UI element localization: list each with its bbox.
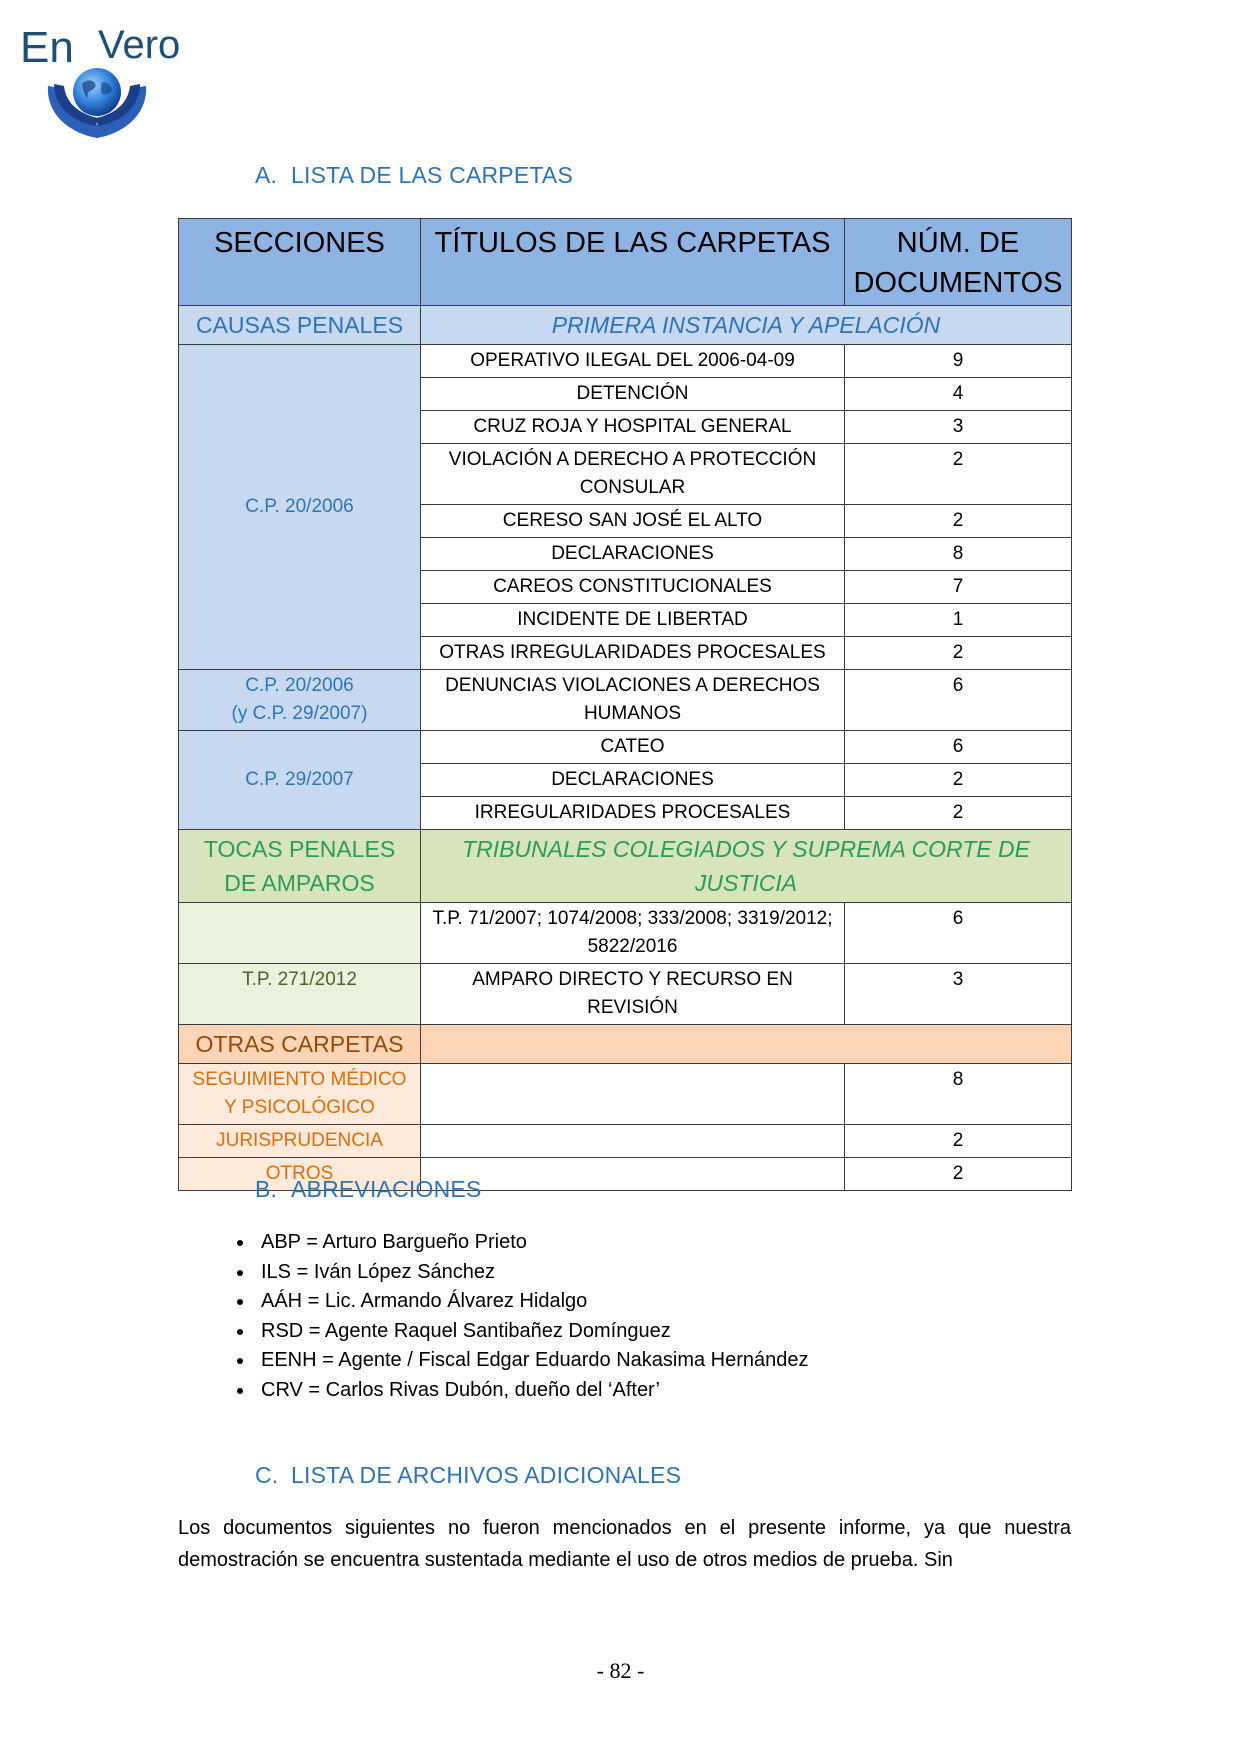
folder-title [421, 1064, 845, 1125]
section-b-number: B. [255, 1176, 278, 1202]
table-row [179, 731, 1072, 764]
folder-count: 2 [845, 444, 1072, 505]
table-row [179, 345, 1072, 378]
otras-carpetas-subtitle [421, 1025, 1072, 1064]
folder-title: IRREGULARIDADES PROCESALES [421, 797, 845, 830]
tocas-section-cell [179, 903, 421, 964]
tocas-penales-row [179, 830, 1072, 903]
folder-count: 6 [845, 731, 1072, 764]
otras-section-cell: SEGUIMIENTO MÉDICO Y PSICOLÓGICO [179, 1064, 421, 1125]
otras-carpetas-label: OTRAS CARPETAS [179, 1025, 421, 1064]
folder-count: 7 [845, 571, 1072, 604]
folder-title: DENUNCIAS VIOLACIONES A DERECHOS HUMANOS [421, 670, 845, 731]
section-b-title: ABREVIACIONES [291, 1176, 482, 1202]
folder-title: OTRAS IRREGULARIDADES PROCESALES [421, 637, 845, 670]
list-item: • ILS = Iván López Sánchez [255, 1258, 809, 1288]
section-c-paragraph: Los documentos siguientes no fueron mencionados en el presente informe, ya que nuestra demostración se encuentra sustentada mediante el uso de otros medios de prueba. Sin [178, 1517, 1071, 1571]
causas-penales-label: CAUSAS PENALES [179, 306, 421, 345]
folder-title: VIOLACIÓN A DERECHO A PROTECCIÓN CONSULAR [421, 444, 845, 505]
folder-count: 8 [845, 1064, 1072, 1125]
folder-count: 2 [845, 797, 1072, 830]
folder-title: CAREOS CONSTITUCIONALES [421, 571, 845, 604]
folder-title: INCIDENTE DE LIBERTAD [421, 604, 845, 637]
header-titulos: TÍTULOS DE LAS CARPETAS [421, 219, 845, 306]
table-row [179, 1064, 1072, 1125]
list-item: • AÁH = Lic. Armando Álvarez Hidalgo [255, 1287, 809, 1317]
folder-title: DECLARACIONES [421, 538, 845, 571]
logo-text-en: En [20, 23, 74, 72]
folder-title: T.P. 71/2007; 1074/2008; 333/2008; 3319/2012; 5822/2016 [421, 903, 845, 964]
list-item: • ABP = Arturo Bargueño Prieto [255, 1228, 809, 1258]
tocas-penales-label: TOCAS PENALES DE AMPAROS [179, 830, 421, 903]
folder-count: 2 [845, 1125, 1072, 1158]
table-row [179, 1125, 1072, 1158]
otras-section-cell: OTROS [179, 1158, 421, 1191]
section-a-title: LISTA DE LAS CARPETAS [291, 162, 573, 188]
section-a-heading [255, 162, 573, 189]
folder-title: OPERATIVO ILEGAL DEL 2006-04-09 [421, 345, 845, 378]
table-row [179, 964, 1072, 1025]
envero-logo [20, 18, 200, 148]
otras-carpetas-row [179, 1025, 1072, 1064]
group-cp-29-2007: C.P. 29/2007 [179, 731, 421, 830]
tocas-section-cell: T.P. 271/2012 [179, 964, 421, 1025]
folder-count: 8 [845, 538, 1072, 571]
folder-count: 2 [845, 505, 1072, 538]
folder-title: CRUZ ROJA Y HOSPITAL GENERAL [421, 411, 845, 444]
folder-count: 6 [845, 670, 1072, 731]
otras-section-cell: JURISPRUDENCIA [179, 1125, 421, 1158]
section-b-heading [255, 1176, 482, 1203]
carpetas-table [178, 218, 1072, 1191]
group2-line1: C.P. 20/2006 [245, 675, 354, 696]
section-c-heading [255, 1462, 681, 1489]
header-num-documentos: NÚM. DE DOCUMENTOS [845, 219, 1072, 306]
logo-text-vero: Vero [98, 23, 181, 67]
folder-title [421, 1125, 845, 1158]
folder-title: CATEO [421, 731, 845, 764]
folder-count: 6 [845, 903, 1072, 964]
table-header-row [179, 219, 1072, 306]
list-item: • RSD = Agente Raquel Santibañez Domínguez [255, 1317, 809, 1347]
tocas-penales-subtitle: TRIBUNALES COLEGIADOS Y SUPREMA CORTE DE JUSTICIA [421, 830, 1072, 903]
table-row [179, 670, 1072, 731]
page-number: - 82 - [596, 1658, 645, 1683]
folder-count: 4 [845, 378, 1072, 411]
causas-penales-row [179, 306, 1072, 345]
folder-title: AMPARO DIRECTO Y RECURSO EN REVISIÓN [421, 964, 845, 1025]
table-row [179, 903, 1072, 964]
header-secciones: SECCIONES [179, 219, 421, 306]
group-cp-20-2006-y-29-2007 [179, 670, 421, 731]
section-c-number: C. [255, 1462, 279, 1488]
folder-count: 9 [845, 345, 1072, 378]
folder-count: 2 [845, 637, 1072, 670]
folder-count: 3 [845, 964, 1072, 1025]
section-a-number: A. [255, 162, 278, 188]
folder-title: CERESO SAN JOSÉ EL ALTO [421, 505, 845, 538]
folder-count: 2 [845, 764, 1072, 797]
folder-count: 1 [845, 604, 1072, 637]
list-item: • EENH = Agente / Fiscal Edgar Eduardo Nakasima Hernández [255, 1346, 809, 1376]
causas-penales-subtitle: PRIMERA INSTANCIA Y APELACIÓN [421, 306, 1072, 345]
abbreviations-list [215, 1228, 809, 1405]
group2-line2: (y C.P. 29/2007) [231, 703, 368, 724]
section-c-title: LISTA DE ARCHIVOS ADICIONALES [291, 1462, 682, 1488]
folder-title: DETENCIÓN [421, 378, 845, 411]
folder-count: 3 [845, 411, 1072, 444]
folder-title [421, 1158, 845, 1191]
list-item: • CRV = Carlos Rivas Dubón, dueño del ‘After’ [255, 1376, 809, 1406]
folder-count: 2 [845, 1158, 1072, 1191]
group-cp-20-2006: C.P. 20/2006 [179, 345, 421, 670]
folder-title: DECLARACIONES [421, 764, 845, 797]
